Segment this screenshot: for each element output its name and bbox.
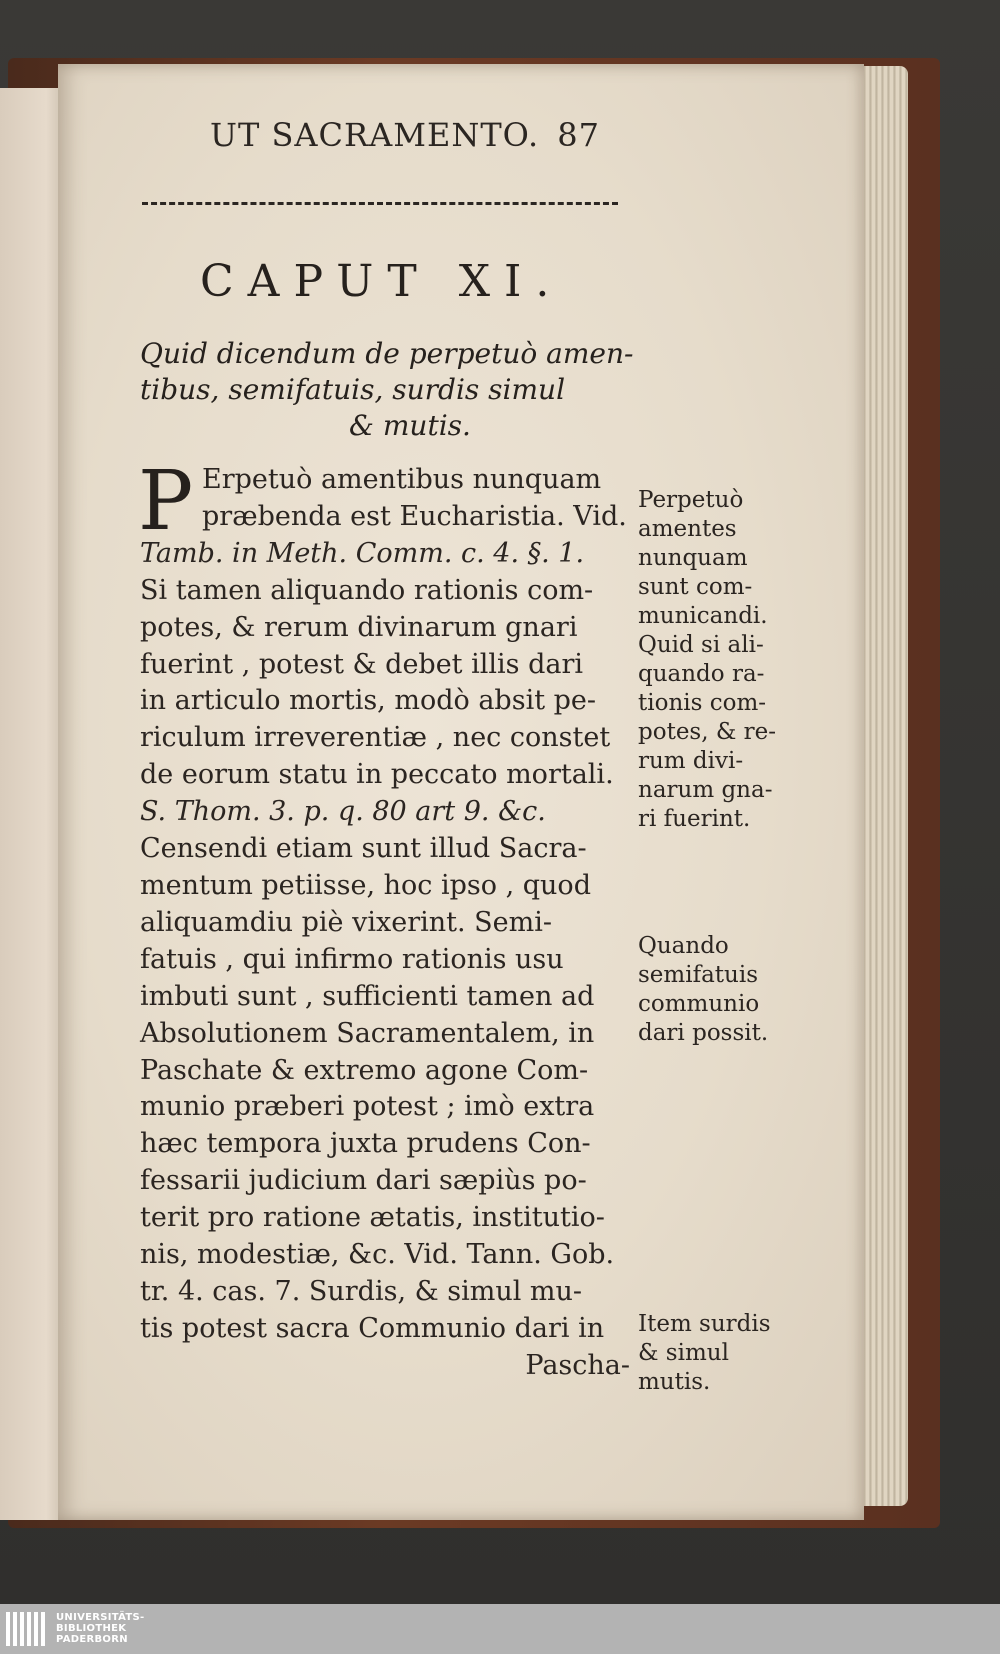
margin-note bbox=[638, 932, 768, 1048]
text-line: fessarii judicium dari sæpiùs po- bbox=[140, 1165, 587, 1197]
margin-note-line: communio bbox=[638, 991, 760, 1017]
text-line: in articulo mortis, modò absit pe- bbox=[140, 685, 597, 717]
margin-note-line: nunquam bbox=[638, 545, 748, 571]
header-rule bbox=[142, 202, 618, 205]
margin-note bbox=[638, 1310, 771, 1397]
library-logo-icon bbox=[6, 1612, 52, 1646]
text-line: tis potest sacra Communio dari in bbox=[140, 1312, 605, 1344]
margin-note-line: amentes bbox=[638, 516, 737, 542]
margin-note-line: narum gna- bbox=[638, 777, 773, 803]
chapter-title: CAPUT XI. bbox=[200, 256, 564, 307]
text-line: Absolutionem Sacramentalem, in bbox=[140, 1017, 595, 1049]
text-line: terit pro ratione ætatis, institutio- bbox=[140, 1202, 605, 1234]
margin-note-line: ri fuerint. bbox=[638, 806, 751, 832]
subtitle-line: & mutis. bbox=[349, 409, 471, 442]
library-name-line: UNIVERSITÄTS- bbox=[56, 1612, 145, 1623]
text-line: aliquamdiu piè vixerint. Semi- bbox=[140, 906, 552, 938]
margin-note-line: Quando bbox=[638, 933, 729, 959]
margin-note-line: & simul bbox=[638, 1340, 729, 1366]
text-line: S. Thom. 3. p. q. 80 art 9. &c. bbox=[140, 796, 546, 828]
text-line: fuerint , potest & debet illis dari bbox=[140, 648, 584, 680]
text-line: riculum irreverentiæ , nec constet bbox=[140, 722, 611, 754]
drop-cap: P bbox=[138, 454, 194, 549]
library-name bbox=[56, 1612, 145, 1645]
left-page-edge bbox=[0, 88, 66, 1520]
body-text bbox=[138, 454, 630, 1385]
running-head bbox=[210, 116, 630, 160]
subtitle-line: tibus, semifatuis, surdis simul bbox=[140, 373, 566, 406]
chapter-subtitle bbox=[140, 336, 634, 444]
text-line: nis, modestiæ, &c. Vid. Tann. Gob. bbox=[140, 1239, 615, 1271]
margin-note-line: quando ra- bbox=[638, 661, 765, 687]
text-line: Tamb. in Meth. Comm. c. 4. §. 1. bbox=[140, 537, 585, 569]
text-line: de eorum statu in peccato mortali. bbox=[140, 759, 614, 791]
margin-note-line: tionis com- bbox=[638, 690, 767, 716]
margin-note bbox=[638, 486, 776, 834]
margin-note-line: mutis. bbox=[638, 1369, 711, 1395]
margin-note-line: municandi. bbox=[638, 603, 768, 629]
running-head-title: UT SACRAMENTO. bbox=[210, 116, 540, 154]
margin-note-line: potes, & re- bbox=[638, 719, 777, 745]
margin-note-line: dari possit. bbox=[638, 1020, 769, 1046]
text-line: fatuis , qui infirmo rationis usu bbox=[140, 943, 564, 975]
library-name-line: BIBLIOTHEK bbox=[56, 1623, 127, 1634]
text-line: Censendi etiam sunt illud Sacra- bbox=[140, 833, 587, 865]
text-line: imbuti sunt , sufficienti tamen ad bbox=[140, 980, 595, 1012]
margin-note-line: Perpetuò bbox=[638, 487, 744, 513]
text-line: hæc tempora juxta prudens Con- bbox=[140, 1128, 591, 1160]
text-line: præbenda est Eucharistia. Vid. bbox=[202, 500, 627, 532]
catchword: Pascha- bbox=[525, 1349, 630, 1381]
margin-note-line: sunt com- bbox=[638, 574, 753, 600]
margin-note-line: Quid si ali- bbox=[638, 632, 764, 658]
text-line: Erpetuò amentibus nunquam bbox=[202, 464, 602, 495]
text-line: munio præberi potest ; imò extra bbox=[140, 1091, 595, 1123]
text-line: mentum petiisse, hoc ipso , quod bbox=[140, 869, 591, 901]
text-line: Paschate & extremo agone Com- bbox=[140, 1054, 589, 1086]
text-line: tr. 4. cas. 7. Surdis, & simul mu- bbox=[140, 1275, 583, 1307]
library-name-line: PADERBORN bbox=[56, 1634, 128, 1645]
subtitle-line: Quid dicendum de perpetuò amen- bbox=[140, 337, 634, 370]
text-line: Si tamen aliquando rationis com- bbox=[140, 574, 594, 606]
margin-note-line: rum divi- bbox=[638, 748, 744, 774]
margin-note-line: semifatuis bbox=[638, 962, 759, 988]
footer-bar bbox=[0, 1604, 1000, 1654]
page-number: 87 bbox=[557, 116, 600, 154]
text-line: potes, & rerum divinarum gnari bbox=[140, 611, 578, 643]
margin-note-line: Item surdis bbox=[638, 1311, 771, 1337]
